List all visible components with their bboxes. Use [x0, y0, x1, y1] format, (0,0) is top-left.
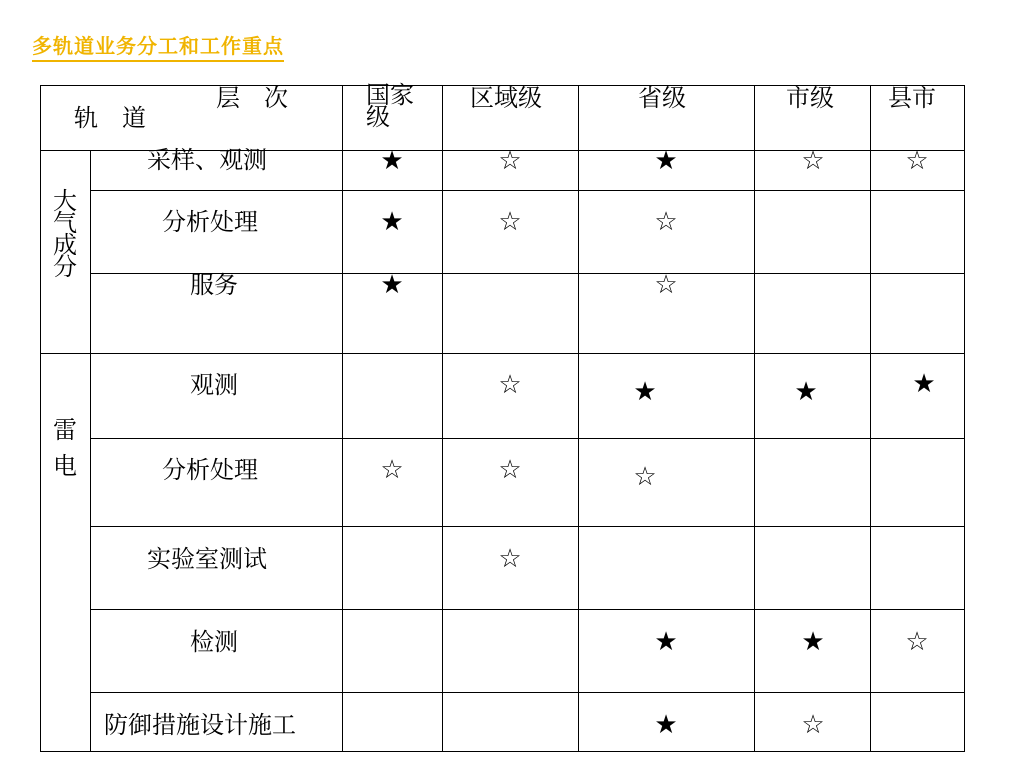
grid-line	[964, 85, 965, 752]
grid-line	[90, 692, 964, 693]
grid-line	[90, 438, 964, 439]
star-mark: ☆	[633, 462, 657, 492]
star-mark: ★	[654, 710, 678, 740]
grid-line	[90, 190, 964, 191]
grid-line	[90, 609, 964, 610]
group-label-lightning: 雷电	[53, 416, 77, 480]
grid-line	[754, 85, 755, 752]
star-mark: ★	[380, 146, 404, 176]
header-col-regional: 区域级	[470, 84, 542, 112]
star-mark: ☆	[801, 710, 825, 740]
star-mark: ★	[794, 377, 818, 407]
star-mark: ★	[654, 627, 678, 657]
star-mark: ★	[380, 270, 404, 300]
star-mark: ☆	[905, 627, 929, 657]
grid-line	[90, 526, 964, 527]
star-mark: ★	[654, 146, 678, 176]
group-label-atmospheric: 大气成分	[53, 187, 77, 281]
star-mark: ★	[380, 207, 404, 237]
row-label-analysis: 分析处理	[162, 208, 258, 236]
grid-line	[90, 150, 91, 752]
star-mark: ☆	[905, 146, 929, 176]
star-mark: ☆	[654, 270, 678, 300]
row-label-protection-design: 防御措施设计施工	[104, 711, 296, 739]
star-mark: ★	[633, 377, 657, 407]
grid-line	[40, 353, 964, 354]
row-label-inspection: 检测	[190, 628, 238, 656]
page-title: 多轨道业务分工和工作重点	[32, 30, 284, 62]
header-col-city: 市级	[786, 84, 834, 112]
star-mark: ☆	[498, 370, 522, 400]
grid-line	[342, 85, 343, 752]
star-mark: ☆	[380, 455, 404, 485]
star-mark: ☆	[654, 207, 678, 237]
grid-line	[578, 85, 579, 752]
row-label-analysis: 分析处理	[162, 456, 258, 484]
star-mark: ★	[801, 627, 825, 657]
grid-line	[40, 85, 41, 752]
header-col-county: 县市	[888, 84, 936, 112]
header-col-national: 国家级	[366, 81, 414, 131]
header-level-label: 层 次	[216, 84, 288, 112]
star-mark: ☆	[498, 544, 522, 574]
grid-line	[40, 751, 964, 752]
star-mark: ★	[912, 369, 936, 399]
star-mark: ☆	[801, 146, 825, 176]
row-label-observation: 观测	[190, 371, 238, 399]
star-mark: ☆	[498, 146, 522, 176]
grid-line	[870, 85, 871, 752]
grid-line	[442, 85, 443, 752]
star-mark: ☆	[498, 455, 522, 485]
header-track-label: 轨 道	[74, 104, 146, 132]
star-mark: ☆	[498, 207, 522, 237]
row-label-service: 服务	[190, 271, 238, 299]
row-label-lab-test: 实验室测试	[147, 545, 267, 573]
row-label-sampling: 采样、观测	[147, 146, 267, 174]
header-col-provincial: 省级	[638, 84, 686, 112]
